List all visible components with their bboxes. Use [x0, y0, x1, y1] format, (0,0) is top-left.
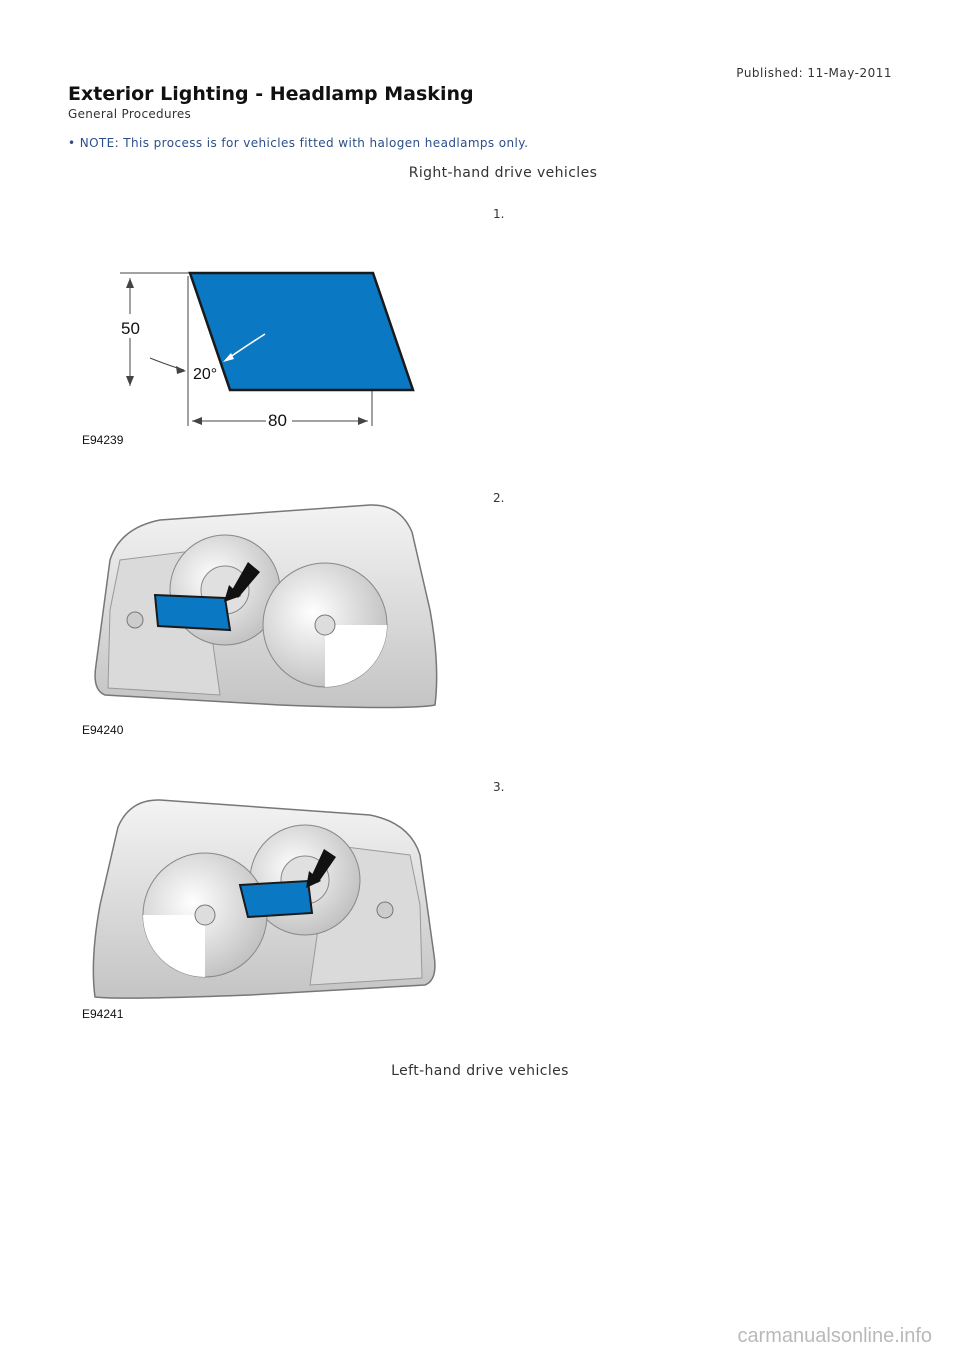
- figure-id-1: E94239: [82, 433, 124, 447]
- watermark: carmanualsonline.info: [737, 1325, 932, 1347]
- figure-id-3: E94241: [82, 1007, 124, 1021]
- dim-height-label: 50: [121, 319, 140, 338]
- note-text: • NOTE: This process is for vehicles fitted with halogen headlamps only.: [68, 136, 529, 150]
- step-1-number: 1.: [493, 207, 505, 221]
- section-rhd-heading: Right-hand drive vehicles: [408, 165, 598, 181]
- step-3-number: 3.: [493, 780, 505, 794]
- mask-patch: [240, 881, 312, 917]
- page-title: Exterior Lighting - Headlamp Masking: [68, 83, 474, 105]
- mask-patch: [155, 595, 230, 630]
- dim-width-label: 80: [268, 411, 287, 430]
- figure-id-2: E94240: [82, 723, 124, 737]
- headlamp-lhd-diagram: [80, 785, 450, 1005]
- dim-angle-label: 20°: [193, 366, 218, 383]
- headlamp-rhd-diagram: [80, 490, 450, 715]
- section-lhd-heading: Left-hand drive vehicles: [391, 1063, 569, 1079]
- mask-dimension-diagram: [80, 258, 440, 438]
- published-date: Published: 11-May-2011: [736, 66, 892, 80]
- mask-shape: [190, 273, 413, 390]
- page-subtitle: General Procedures: [68, 107, 192, 121]
- step-2-number: 2.: [493, 491, 505, 505]
